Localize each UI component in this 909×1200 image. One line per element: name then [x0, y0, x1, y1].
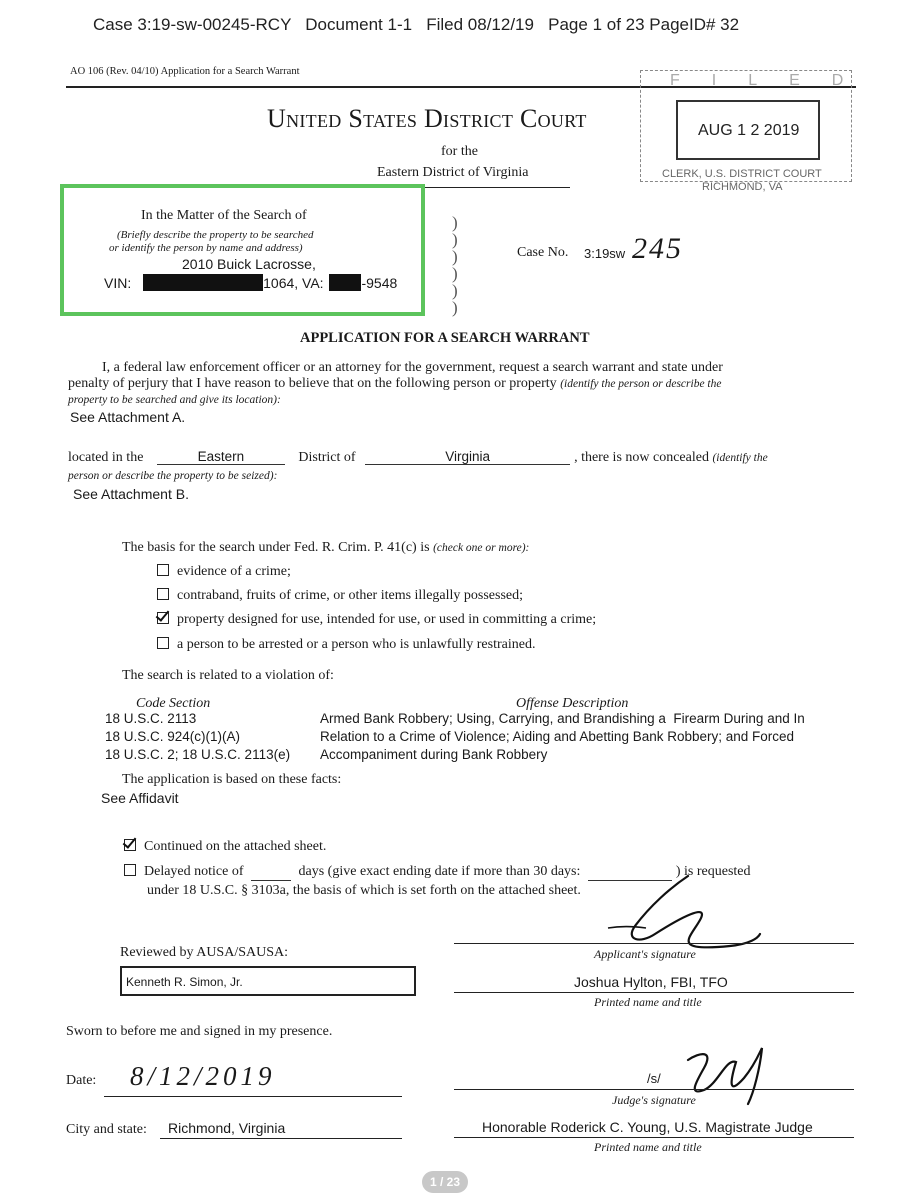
basis-option-label: contraband, fruits of crime, or other items illegally possessed; [177, 588, 524, 603]
concealed-hint: (identify the [712, 452, 768, 464]
stamp-clerk: CLERK, U.S. DISTRICT COURT [662, 168, 822, 180]
case-no-label: Case No. [517, 245, 569, 260]
matter-title: In the Matter of the Search of [141, 208, 307, 223]
applicant-printed-label: Printed name and title [594, 995, 702, 1009]
basis-option-evidence [157, 564, 291, 580]
page-indicator[interactable]: 1 / 23 [422, 1171, 468, 1193]
basis-option-contraband [157, 588, 523, 604]
vin-suffix: 1064, VA: [263, 275, 324, 291]
applicant-sig-label: Applicant's signature [594, 947, 696, 961]
continued-checkbox[interactable] [124, 839, 136, 851]
concealed-text: , there is now concealed [574, 450, 709, 465]
vin-label: VIN: [104, 275, 132, 291]
paren-column: ) ) ) ) ) ) [452, 213, 458, 317]
district-of-label: District of [298, 450, 356, 465]
court-for-the: for the [441, 144, 478, 159]
stamp-date: AUG 1 2 2019 [698, 122, 800, 139]
facts-label: The application is based on these facts: [122, 772, 342, 787]
plate-redaction [329, 274, 361, 291]
located-in-line [68, 449, 768, 466]
violation-label: The search is related to a violation of: [122, 668, 334, 683]
basis-checkbox-contraband[interactable] [157, 588, 169, 600]
basis-checkbox-person[interactable] [157, 637, 169, 649]
judge-name: Honorable Roderick C. Young, U.S. Magistrate Judge [482, 1119, 813, 1135]
court-district: Eastern District of Virginia [377, 165, 529, 180]
filed-stamp [640, 70, 876, 200]
basis-hint: (check one or more): [433, 542, 530, 554]
basis-option-label: evidence of a crime; [177, 564, 291, 579]
city-value: Richmond, Virginia [168, 1120, 286, 1136]
judge-printed-label: Printed name and title [594, 1140, 702, 1154]
code-section-header: Code Section [136, 696, 211, 711]
delayed-checkbox[interactable] [124, 864, 136, 876]
located-in-label: located in the [68, 450, 144, 465]
continued-line [124, 839, 326, 855]
delayed-text-2: days (give exact ending date if more than 30 days: [298, 864, 581, 879]
delayed-text-1: Delayed notice of [144, 864, 244, 879]
state-value: Virginia [365, 449, 570, 465]
matter-vehicle: 2010 Buick Lacrosse, [182, 256, 316, 272]
judge-sig-rule [454, 1089, 854, 1090]
basis-checkbox-property[interactable] [157, 612, 169, 624]
basis-option-label: property designed for use, intended for use, or used in committing a crime; [177, 612, 597, 627]
code-3: 18 U.S.C. 2; 18 U.S.C. 2113(e) [105, 747, 291, 762]
intro-line-3-hint: property to be searched and give its location): [68, 394, 281, 406]
basis-option-label: a person to be arrested or a person who is unlawfully restrained. [177, 637, 536, 652]
case-header: Case 3:19-sw-00245-RCY Document 1-1 Filed 08/12/19 Page 1 of 23 PageID# 32 [93, 15, 740, 34]
attachment-a: See Attachment A. [70, 409, 186, 425]
intro-line-2 [68, 376, 721, 392]
matter-hint-1: (Briefly describe the property to be searched [117, 229, 314, 241]
district-value: Eastern [157, 449, 285, 465]
judge-name-rule [454, 1137, 854, 1138]
review-name: Kenneth R. Simon, Jr. [126, 975, 243, 989]
city-label: City and state: [66, 1122, 147, 1137]
offense-description-header: Offense Description [516, 696, 629, 711]
basis-option-property [157, 612, 596, 628]
basis-checkbox-evidence[interactable] [157, 564, 169, 576]
judge-sig-label: Judge's signature [612, 1093, 696, 1107]
stamp-filed-word: FILED [670, 72, 876, 89]
intro-2-hint: (identify the person or describe the [560, 378, 722, 390]
offense-line-3: Accompaniment during Bank Robbery [320, 747, 548, 762]
matter-vin-line [104, 274, 397, 291]
continued-label: Continued on the attached sheet. [144, 839, 327, 854]
intro-line-1: I, a federal law enforcement officer or an attorney for the government, request a search warrant and state under [102, 360, 723, 375]
offense-line-1: Armed Bank Robbery; Using, Carrying, and Brandishing a Firearm During and In [320, 711, 805, 726]
stamp-city: RICHMOND, VA [702, 181, 783, 193]
applicant-name-rule [454, 992, 854, 993]
intro-2-text: penalty of perjury that I have reason to believe that on the following person or property [68, 376, 557, 391]
plate-suffix: -9548 [361, 275, 398, 291]
date-value: 8/12/2019 [130, 1061, 276, 1091]
attachment-b: See Attachment B. [73, 486, 189, 502]
code-1: 18 U.S.C. 2113 [105, 711, 197, 726]
date-rule [104, 1096, 402, 1097]
application-heading: APPLICATION FOR A SEARCH WARRANT [300, 330, 590, 346]
case-no-handwritten: 245 [632, 232, 683, 265]
court-name: United States District Court [267, 104, 587, 133]
date-label: Date: [66, 1073, 97, 1088]
basis-option-person [157, 637, 535, 653]
basis-label: The basis for the search under Fed. R. Crim. P. 41(c) is [122, 540, 430, 555]
applicant-sig-rule [454, 943, 854, 944]
delayed-line-2: under 18 U.S.C. § 3103a, the basis of which is set forth on the attached sheet. [147, 883, 581, 898]
code-2: 18 U.S.C. 924(c)(1)(A) [105, 729, 241, 744]
basis-line [122, 540, 529, 556]
vin-redaction [143, 274, 263, 291]
form-id: AO 106 (Rev. 04/10) Application for a Search Warrant [70, 66, 300, 77]
matter-hint-2: or identify the person by name and address) [109, 242, 303, 254]
seized-hint: person or describe the property to be seized): [68, 470, 278, 482]
city-rule [160, 1138, 402, 1139]
sworn-text: Sworn to before me and signed in my presence. [66, 1024, 333, 1039]
judge-sig-mark: /s/ [647, 1071, 661, 1086]
delayed-text-3: ) is requested [675, 864, 751, 879]
applicant-name: Joshua Hylton, FBI, TFO [574, 974, 728, 990]
offense-line-2: Relation to a Crime of Violence; Aiding and Abetting Bank Robbery; and Forced [320, 729, 795, 744]
facts-value: See Affidavit [101, 790, 179, 806]
case-no-printed: 3:19sw [584, 246, 626, 261]
review-label: Reviewed by AUSA/SAUSA: [120, 945, 289, 960]
delayed-days-blank[interactable] [251, 864, 291, 881]
